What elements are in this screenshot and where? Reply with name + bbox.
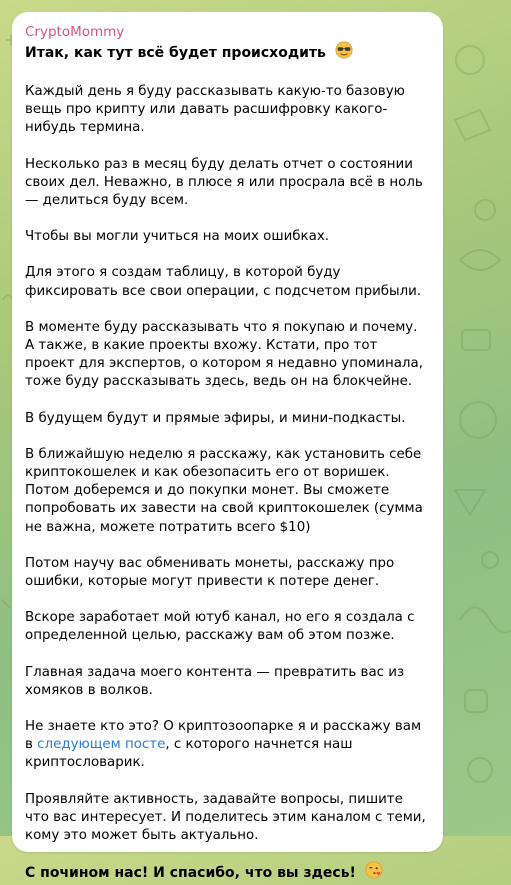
paragraph-8: Потом научу вас обменивать монеты, расскажу про ошибки, которые могут привести к потере денег. — [25, 555, 395, 590]
paragraph-6: В будущем будут и прямые эфиры, и мини-подкасты. — [25, 410, 406, 426]
link-paragraph-after: , с которого начнется наш криптословарик. — [25, 737, 353, 771]
next-post-link[interactable]: следующем посте — [37, 737, 166, 753]
message-bubble — [12, 12, 443, 882]
paragraph-1: Каждый день я буду рассказывать какую-то базовую вещь про крипту или давать расшифровку какого-нибудь термина. — [25, 84, 405, 136]
message-title-text: Итак, как тут всё будет происходить — [25, 45, 326, 61]
blowing-kiss-face-icon — [365, 861, 383, 885]
paragraph-9: Вскоре заработает мой ютуб канал, но его я создала с определенной целью, расскажу вам об этом позже. — [25, 610, 415, 644]
sunglasses-face-icon — [335, 41, 353, 65]
final-line-text: С почином нас! И спасибо, что вы здесь! — [25, 865, 356, 882]
paragraph-with-link — [25, 718, 428, 773]
paragraph-2: Несколько раз в месяц буду делать отчет о состоянии своих дел. Неважно, в плюсе я или просрала всё в ноль — делиться буду всем. — [25, 156, 423, 209]
link-paragraph-before: Не знаете кто это? О криптозоопарке я и расскажу вам в — [25, 719, 422, 753]
closing-paragraph: Проявляйте активность, задавайте вопросы, пишите что вас интересует. И поделитесь этим каналом с теми, кому это может быть актуально. — [25, 791, 426, 844]
final-line — [25, 861, 428, 885]
message-title — [25, 41, 428, 65]
sender-name[interactable]: CryptoMommy — [25, 24, 125, 40]
paragraph-4: Для этого я создам таблицу, в которой буду фиксировать все свои операции, с подсчетом прибыли. — [25, 265, 422, 299]
paragraph-10: Главная задача моего контента — превратить вас из хомяков в волков. — [25, 664, 405, 698]
paragraph-5: В моменте буду рассказывать что я покупаю и почему. А также, в какие проекты вхожу. Кстати, про тот проект для экспертов, о котором я недавно упоминала, тоже буду рассказывать здесь, ведь он на блокчейне. — [25, 319, 423, 390]
paragraph-3: Чтобы вы могли учиться на моих ошибках. — [25, 229, 330, 245]
paragraph-7: В ближайшую неделю я расскажу, как установить себе криптокошелек и как обезопасить его от воришек. Потом доберемся и до покупки монет. Вы сможете попробовать их завести на свой криптокошелек (сумма не важна, можете потратить всего $10) — [25, 446, 423, 535]
